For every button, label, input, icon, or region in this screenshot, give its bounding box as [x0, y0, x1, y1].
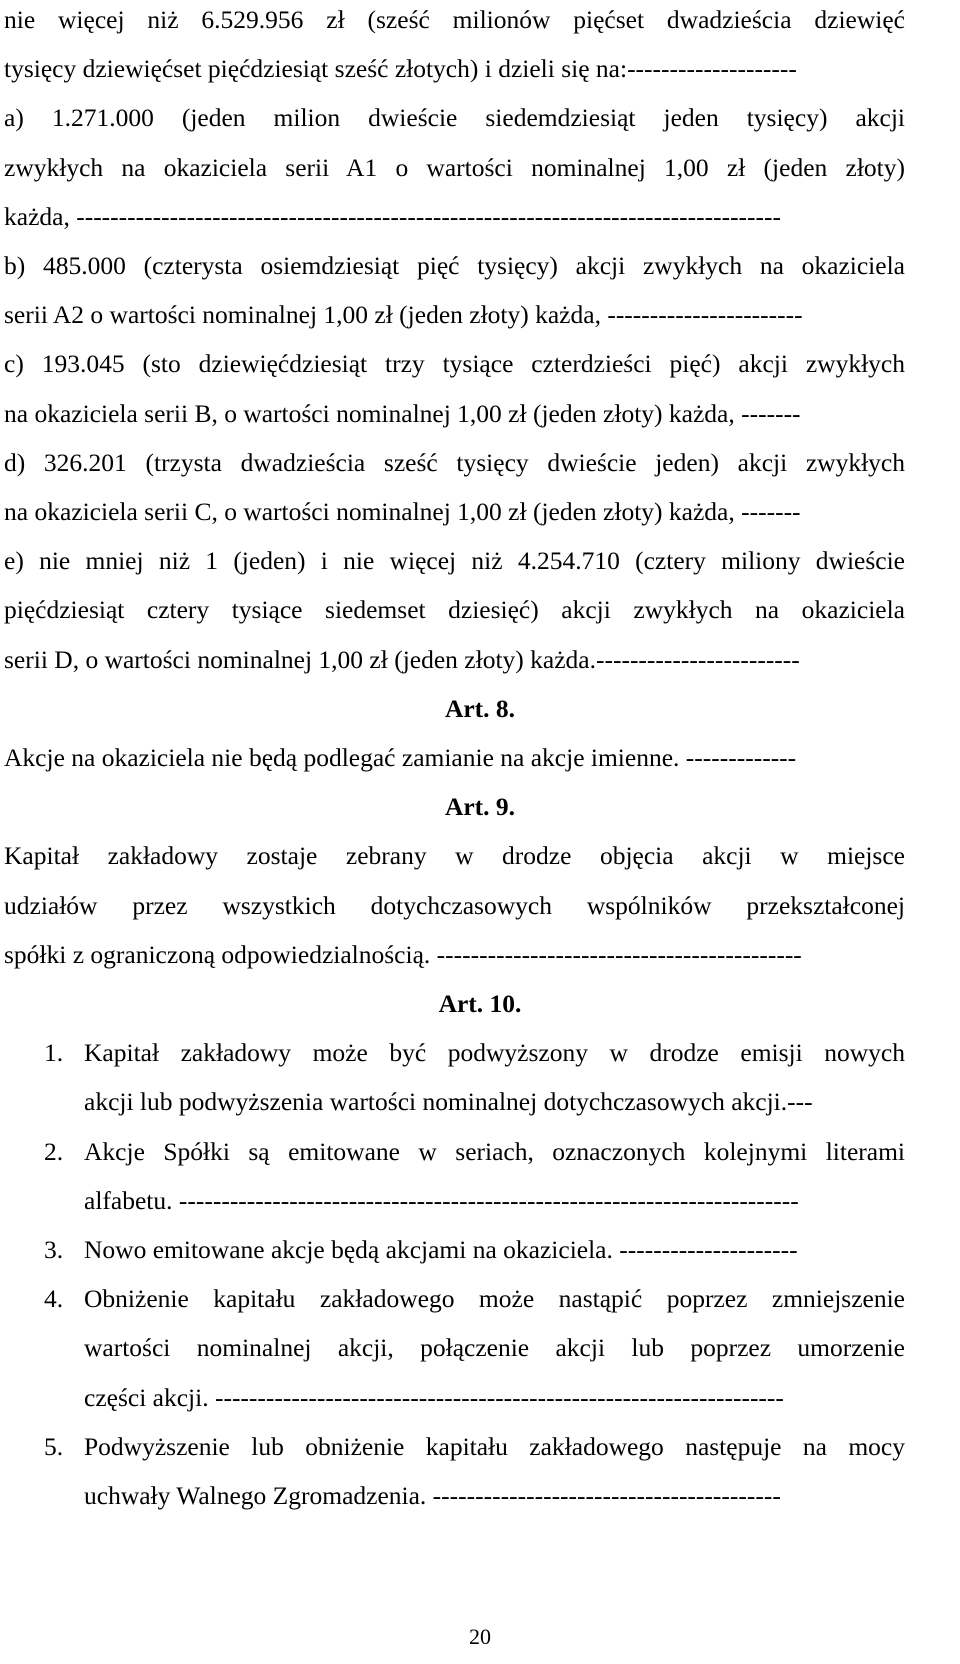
- list-item-number: 3.: [44, 1235, 64, 1264]
- list-item-line: akcji lub podwyższenia wartości nominalnej dotychczasowych akcji.---: [84, 1087, 813, 1116]
- body-line: zwykłych na okaziciela serii A1 o wartości nominalnej 1,00 zł (jeden złoty): [4, 153, 905, 182]
- article-heading: Art. 8.: [444, 694, 516, 723]
- body-line: e) nie mniej niż 1 (jeden) i nie więcej niż 4.254.710 (cztery miliony dwieście: [4, 546, 905, 575]
- list-item-number: 1.: [44, 1038, 64, 1067]
- body-line: d) 326.201 (trzysta dwadzieścia sześć tysięcy dwieście jeden) akcji zwykłych: [4, 448, 905, 477]
- body-line: na okaziciela serii C, o wartości nominalnej 1,00 zł (jeden złoty) każda, -------: [4, 497, 801, 526]
- list-item-line: uchwały Walnego Zgromadzenia. -----------------------------------------: [84, 1481, 781, 1510]
- body-line: nie więcej niż 6.529.956 zł (sześć milionów pięćset dwadzieścia dziewięć: [4, 5, 905, 34]
- list-item-number: 2.: [44, 1137, 64, 1166]
- body-line: serii A2 o wartości nominalnej 1,00 zł (jeden złoty) każda, -----------------------: [4, 300, 803, 329]
- list-item-number: 4.: [44, 1284, 64, 1313]
- article-heading: Art. 10.: [438, 989, 522, 1018]
- list-item-line: Obniżenie kapitału zakładowego może nastąpić poprzez zmniejszenie: [84, 1284, 905, 1313]
- list-item-line: wartości nominalnej akcji, połączenie akcji lub poprzez umorzenie: [84, 1333, 905, 1362]
- list-item-line: Akcje Spółki są emitowane w seriach, oznaczonych kolejnymi literami: [84, 1137, 905, 1166]
- list-item-number: 5.: [44, 1432, 64, 1461]
- list-item-line: Nowo emitowane akcje będą akcjami na okaziciela. ---------------------: [84, 1235, 798, 1264]
- list-item-line: Podwyższenie lub obniżenie kapitału zakładowego następuje na mocy: [84, 1432, 905, 1461]
- page-number: 20: [469, 1624, 491, 1649]
- body-line: serii D, o wartości nominalnej 1,00 zł (jeden złoty) każda.------------------------: [4, 645, 800, 674]
- body-line: b) 485.000 (czterysta osiemdziesiąt pięć tysięcy) akcji zwykłych na okaziciela: [4, 251, 905, 280]
- body-line: Akcje na okaziciela nie będą podlegać zamianie na akcje imienne. -------------: [4, 743, 797, 772]
- body-line: c) 193.045 (sto dziewięćdziesiąt trzy tysiące czterdzieści pięć) akcji zwykłych: [4, 349, 905, 378]
- body-line: spółki z ograniczoną odpowiedzialnością. -------------------------------------------: [4, 940, 802, 969]
- article-heading: Art. 9.: [444, 792, 516, 821]
- list-item-line: alfabetu. -------------------------------------------------------------------------: [84, 1186, 799, 1215]
- body-line: na okaziciela serii B, o wartości nominalnej 1,00 zł (jeden złoty) każda, -------: [4, 399, 801, 428]
- list-item-line: Kapitał zakładowy może być podwyższony w drodze emisji nowych: [84, 1038, 905, 1067]
- body-line: pięćdziesiąt cztery tysiące siedemset dziesięć) akcji zwykłych na okaziciela: [4, 595, 905, 624]
- body-line: tysięcy dziewięćset pięćdziesiąt sześć złotych) i dzieli się na:--------------------: [4, 54, 797, 83]
- body-line: Kapitał zakładowy zostaje zebrany w drodze objęcia akcji w miejsce: [4, 841, 905, 870]
- body-line: a) 1.271.000 (jeden milion dwieście siedemdziesiąt jeden tysięcy) akcji: [4, 103, 905, 132]
- body-line: każda, -----------------------------------------------------------------------------------: [4, 202, 782, 231]
- body-line: udziałów przez wszystkich dotychczasowych wspólników przekształconej: [4, 891, 905, 920]
- list-item-line: części akcji. -------------------------------------------------------------------: [84, 1383, 784, 1412]
